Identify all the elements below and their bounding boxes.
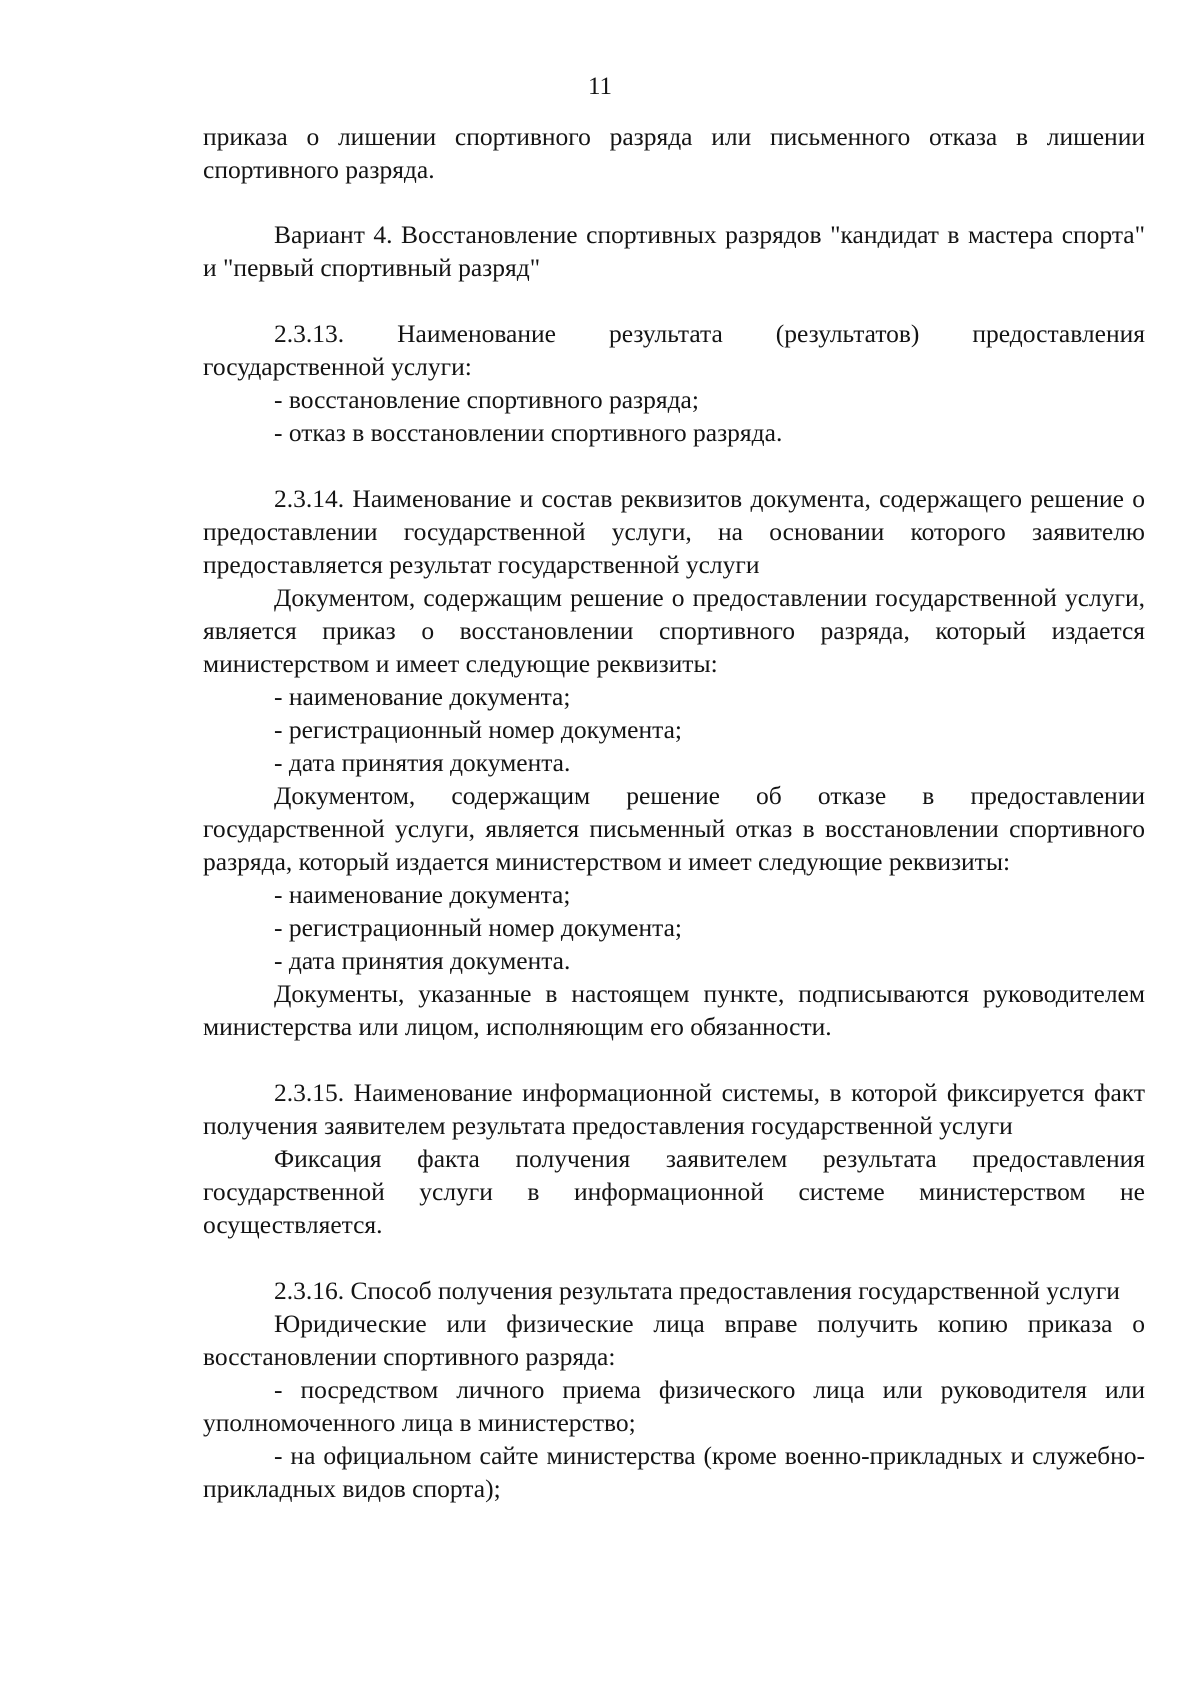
list-item: - дата принятия документа. xyxy=(274,946,571,975)
section-2-3-16 xyxy=(203,1274,1145,1505)
list-item: - посредством личного приема физического лица или руководителя или уполномоченного лица в министерство; xyxy=(203,1375,1145,1437)
list-item: - дата принятия документа. xyxy=(274,748,571,777)
list-item: - регистрационный номер документа; xyxy=(274,913,682,942)
section-heading: 2.3.15. Наименование информационной системы, в которой фиксируется факт получения заявителем результата предоставления государственной услуги xyxy=(203,1078,1145,1140)
list-item: - восстановление спортивного разряда; xyxy=(274,385,699,414)
section-heading: 2.3.13. Наименование результата (результатов) предоставления государственной услуги: xyxy=(203,319,1145,381)
section-2-3-14 xyxy=(203,482,1145,1043)
paragraph: Документы, указанные в настоящем пункте, подписываются руководителем министерства или лицом, исполняющим его обязанности. xyxy=(203,979,1145,1041)
page-number: 11 xyxy=(587,73,613,100)
section-heading: 2.3.14. Наименование и состав реквизитов документа, содержащего решение о предоставлении государственной услуги, на основании которого заявителю предоставляется результат государственной услуги xyxy=(203,484,1145,579)
continuation-paragraph: приказа о лишении спортивного разряда или письменного отказа в лишении спортивного разряда. xyxy=(203,122,1145,184)
list-item: - регистрационный номер документа; xyxy=(274,715,682,744)
list-item: - наименование документа; xyxy=(274,880,571,909)
document-body xyxy=(203,120,1145,1505)
section-2-3-13 xyxy=(203,317,1145,449)
variant-heading: Вариант 4. Восстановление спортивных разрядов "кандидат в мастера спорта" и "первый спортивный разряд" xyxy=(203,220,1145,282)
section-2-3-15 xyxy=(203,1076,1145,1241)
paragraph: Документом, содержащим решение об отказе в предоставлении государственной услуги, является письменный отказ в восстановлении спортивного разряда, который издается министерством и имеет следующие реквизиты: xyxy=(203,781,1145,876)
paragraph: Документом, содержащим решение о предоставлении государственной услуги, является приказ о восстановлении спортивного разряда, который издается министерством и имеет следующие реквизиты: xyxy=(203,583,1145,678)
paragraph: Фиксация факта получения заявителем результата предоставления государственной услуги в информационной системе министерством не осуществляется. xyxy=(203,1144,1145,1239)
list-item: - на официальном сайте министерства (кроме военно-прикладных и служебно-прикладных видов спорта); xyxy=(203,1441,1145,1503)
list-item: - отказ в восстановлении спортивного разряда. xyxy=(274,418,783,447)
section-heading: 2.3.16. Способ получения результата предоставления государственной услуги xyxy=(274,1276,1120,1305)
paragraph: Юридические или физические лица вправе получить копию приказа о восстановлении спортивного разряда: xyxy=(203,1309,1145,1371)
list-item: - наименование документа; xyxy=(274,682,571,711)
